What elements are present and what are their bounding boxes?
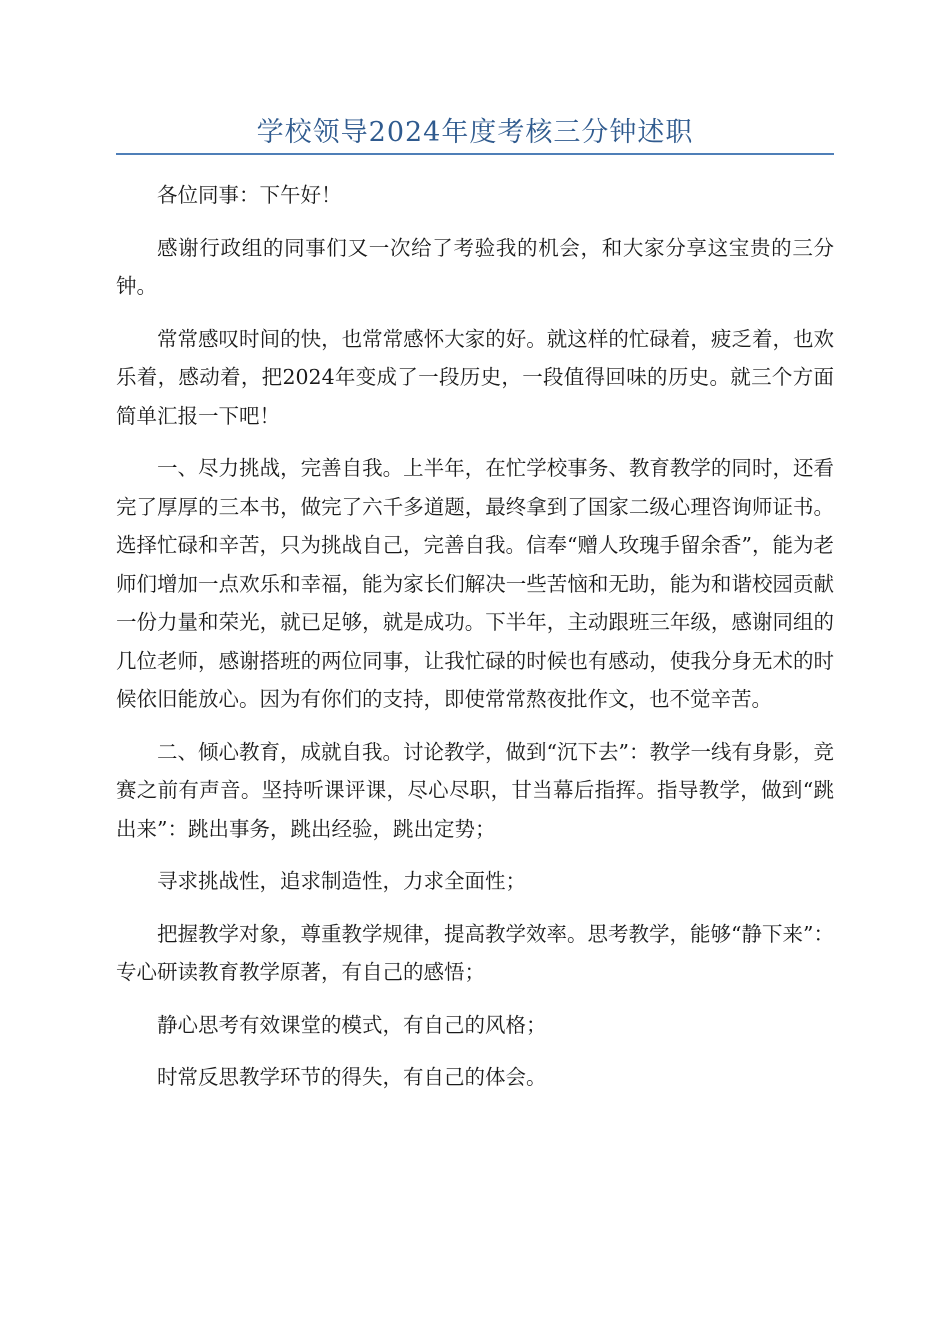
- document-body: [116, 176, 834, 1111]
- title-underline-rule: [116, 153, 834, 155]
- paragraph-challenge: 寻求挑战性，追求制造性，力求全面性；: [157, 869, 526, 893]
- paragraph-classroom-mode: 静心思考有效课堂的模式，有自己的风格；: [157, 1012, 547, 1037]
- paragraph-teaching-object: 把握教学对象，尊重教学规律，提高教学效率。思考教学，能够“静下来”：专心研读教育教学原著，有自己的感悟；: [116, 921, 834, 984]
- document-title: 学校领导2024年度考核三分钟述职: [256, 117, 694, 148]
- paragraph-reflection: 时常反思教学环节的得失，有自己的体会。: [157, 1065, 547, 1089]
- paragraph-section-two: 二、倾心教育，成就自我。讨论教学，做到“沉下去”：教学一线有身影，竞赛之前有声音。坚持听课评课，尽心尽职，甘当幕后指挥。指导教学，做到“跳出来”：跳出事务，跳出经验，跳出定势；: [116, 739, 834, 841]
- paragraph-section-one: 一、尽力挑战，完善自我。上半年，在忙学校事务、教育教学的同时，还看完了厚厚的三本书，做完了六千多道题，最终拿到了国家二级心理咨询师证书。选择忙碌和辛苦，只为挑战自己，完善自我。信奉“赠人玫瑰手留余香”，能为老师们增加一点欢乐和幸福，能为家长们解决一些苦恼和无助，能为和谐校园贡献一份力量和荣光，就已足够，就是成功。下半年，主动跟班三年级，感谢同组的几位老师，感谢搭班的两位同事，让我忙碌的时候也有感动，使我分身无术的时候依旧能放心。因为有你们的支持，即使常常熬夜批作文，也不觉辛苦。: [116, 456, 834, 711]
- paragraph-thanks: 感谢行政组的同事们又一次给了考验我的机会，和大家分享这宝贵的三分钟。: [116, 235, 834, 298]
- paragraph-intro: 常常感叹时间的快，也常常感怀大家的好。就这样的忙碌着，疲乏着，也欢乐着，感动着，把2024年变成了一段历史，一段值得回味的历史。就三个方面简单汇报一下吧！: [116, 326, 834, 428]
- paragraph-greeting: 各位同事：下午好！: [157, 183, 342, 207]
